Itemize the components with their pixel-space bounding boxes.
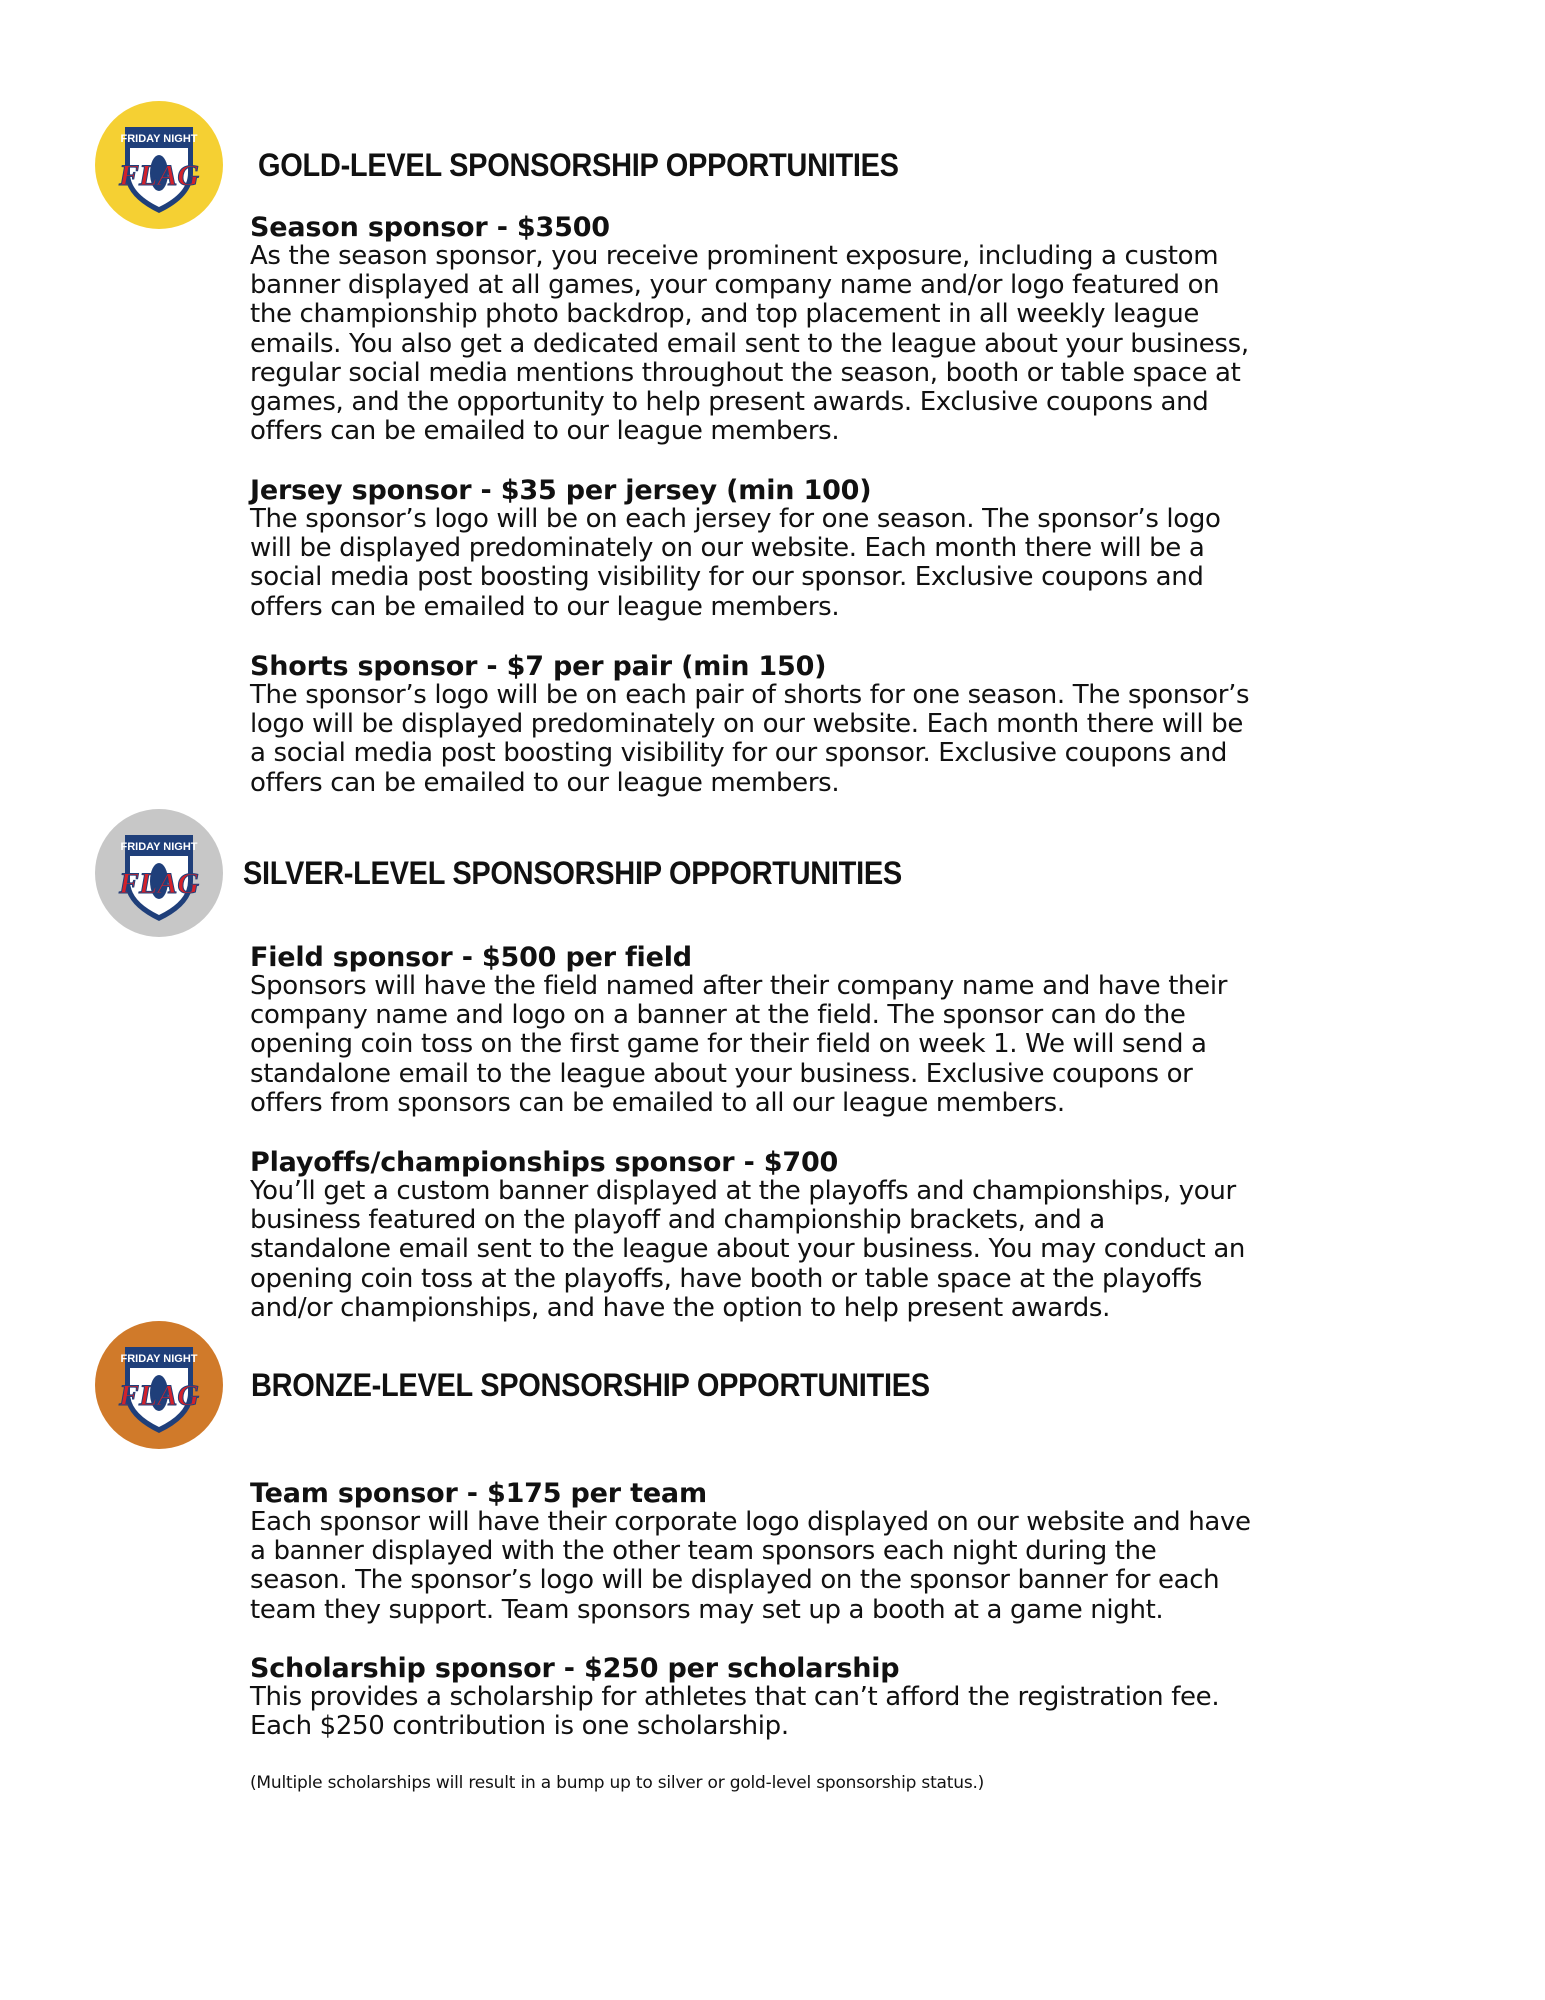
item-title: Team sponsor - $175 per team bbox=[250, 1478, 707, 1509]
season-sponsor-item bbox=[250, 213, 1450, 446]
description-line: emails. You also get a dedicated email sent to the league about your business, bbox=[250, 328, 1249, 359]
description-line: As the season sponsor, you receive prominent exposure, including a custom bbox=[250, 241, 1219, 271]
description-line: company name and logo on a banner at the field. The sponsor can do the bbox=[250, 1000, 1186, 1031]
item-description bbox=[250, 505, 1450, 622]
description-line: team they support. Team sponsors may set up a booth at a game night. bbox=[250, 1594, 1164, 1625]
friday-night-flag-logo-icon bbox=[95, 809, 223, 937]
bronze-section-heading: BRONZE-LEVEL SPONSORSHIP OPPORTUNITIES bbox=[251, 1368, 930, 1404]
item-description bbox=[250, 242, 1450, 446]
description-line: offers can be emailed to our league members. bbox=[250, 591, 840, 622]
logo-text-main: FLAG bbox=[118, 159, 200, 192]
gold-badge bbox=[95, 101, 223, 229]
item-title: Field sponsor - $500 per field bbox=[250, 942, 692, 973]
item-description bbox=[250, 1508, 1450, 1625]
description-line: opening coin toss on the first game for their field on week 1. We will send a bbox=[250, 1029, 1207, 1060]
description-line: Each sponsor will have their corporate logo displayed on our website and have bbox=[250, 1507, 1251, 1537]
description-line: business featured on the playoff and championship brackets, and a bbox=[250, 1205, 1105, 1236]
friday-night-flag-logo-icon bbox=[95, 1321, 223, 1449]
description-line: season. The sponsor’s logo will be displayed on the sponsor banner for each bbox=[250, 1565, 1220, 1596]
description-line: Sponsors will have the field named after their company name and have their bbox=[250, 971, 1228, 1001]
scholarship-footnote: (Multiple scholarships will result in a bump up to silver or gold-level sponsorship status.) bbox=[250, 1773, 985, 1793]
description-line: offers can be emailed to our league members. bbox=[250, 767, 840, 798]
description-line: You’ll get a custom banner displayed at the playoffs and championships, your bbox=[250, 1176, 1236, 1206]
description-line: This provides a scholarship for athletes that can’t afford the registration fee. bbox=[250, 1682, 1220, 1712]
description-line: standalone email to the league about your business. Exclusive coupons or bbox=[250, 1058, 1193, 1089]
description-line: logo will be displayed predominately on our website. Each month there will be bbox=[250, 709, 1244, 740]
description-line: games, and the opportunity to help present awards. Exclusive coupons and bbox=[250, 387, 1209, 418]
team-sponsor-item bbox=[250, 1479, 1450, 1625]
description-line: offers from sponsors can be emailed to all our league members. bbox=[250, 1087, 1065, 1118]
gold-section-heading: GOLD-LEVEL SPONSORSHIP OPPORTUNITIES bbox=[258, 148, 899, 184]
silver-badge bbox=[95, 809, 223, 937]
logo-text-main: FLAG bbox=[118, 1379, 200, 1412]
item-title: Shorts sponsor - $7 per pair (min 150) bbox=[250, 651, 827, 682]
description-line: opening coin toss at the playoffs, have booth or table space at the playoffs bbox=[250, 1263, 1203, 1294]
description-line: standalone email sent to the league about your business. You may conduct an bbox=[250, 1234, 1246, 1265]
item-title: Playoffs/championships sponsor - $700 bbox=[250, 1147, 839, 1178]
friday-night-flag-logo-icon bbox=[95, 101, 223, 229]
description-line: social media post boosting visibility for our sponsor. Exclusive coupons and bbox=[250, 562, 1204, 593]
item-title: Season sponsor - $3500 bbox=[250, 212, 610, 243]
description-line: banner displayed at all games, your company name and/or logo featured on bbox=[250, 270, 1220, 301]
item-description bbox=[250, 1177, 1450, 1323]
item-title: Jersey sponsor - $35 per jersey (min 100) bbox=[250, 475, 872, 506]
shorts-sponsor-item bbox=[250, 652, 1450, 798]
item-description bbox=[250, 972, 1450, 1118]
logo-text-top: FRIDAY NIGHT bbox=[120, 133, 198, 145]
description-line: regular social media mentions throughout the season, booth or table space at bbox=[250, 357, 1241, 388]
description-line: offers can be emailed to our league members. bbox=[250, 416, 840, 447]
jersey-sponsor-item bbox=[250, 476, 1450, 622]
scholarship-sponsor-item bbox=[250, 1654, 1450, 1741]
field-sponsor-item bbox=[250, 943, 1450, 1118]
description-line: will be displayed predominately on our website. Each month there will be a bbox=[250, 533, 1205, 564]
description-line: a social media post boosting visibility for our sponsor. Exclusive coupons and bbox=[250, 738, 1228, 769]
description-line: Each $250 contribution is one scholarship. bbox=[250, 1711, 789, 1742]
item-title: Scholarship sponsor - $250 per scholarship bbox=[250, 1653, 900, 1684]
logo-text-main: FLAG bbox=[118, 867, 200, 900]
description-line: and/or championships, and have the option to help present awards. bbox=[250, 1292, 1111, 1323]
item-description bbox=[250, 681, 1450, 798]
description-line: The sponsor’s logo will be on each pair of shorts for one season. The sponsor’s bbox=[250, 680, 1250, 710]
playoffs-sponsor-item bbox=[250, 1148, 1450, 1323]
silver-section-heading: SILVER-LEVEL SPONSORSHIP OPPORTUNITIES bbox=[243, 856, 902, 892]
bronze-badge bbox=[95, 1321, 223, 1449]
logo-text-top: FRIDAY NIGHT bbox=[120, 1353, 198, 1365]
logo-text-top: FRIDAY NIGHT bbox=[120, 841, 198, 853]
description-line: the championship photo backdrop, and top placement in all weekly league bbox=[250, 299, 1200, 330]
description-line: The sponsor’s logo will be on each jersey for one season. The sponsor’s logo bbox=[250, 504, 1221, 534]
item-description bbox=[250, 1683, 1450, 1741]
description-line: a banner displayed with the other team sponsors each night during the bbox=[250, 1536, 1157, 1567]
